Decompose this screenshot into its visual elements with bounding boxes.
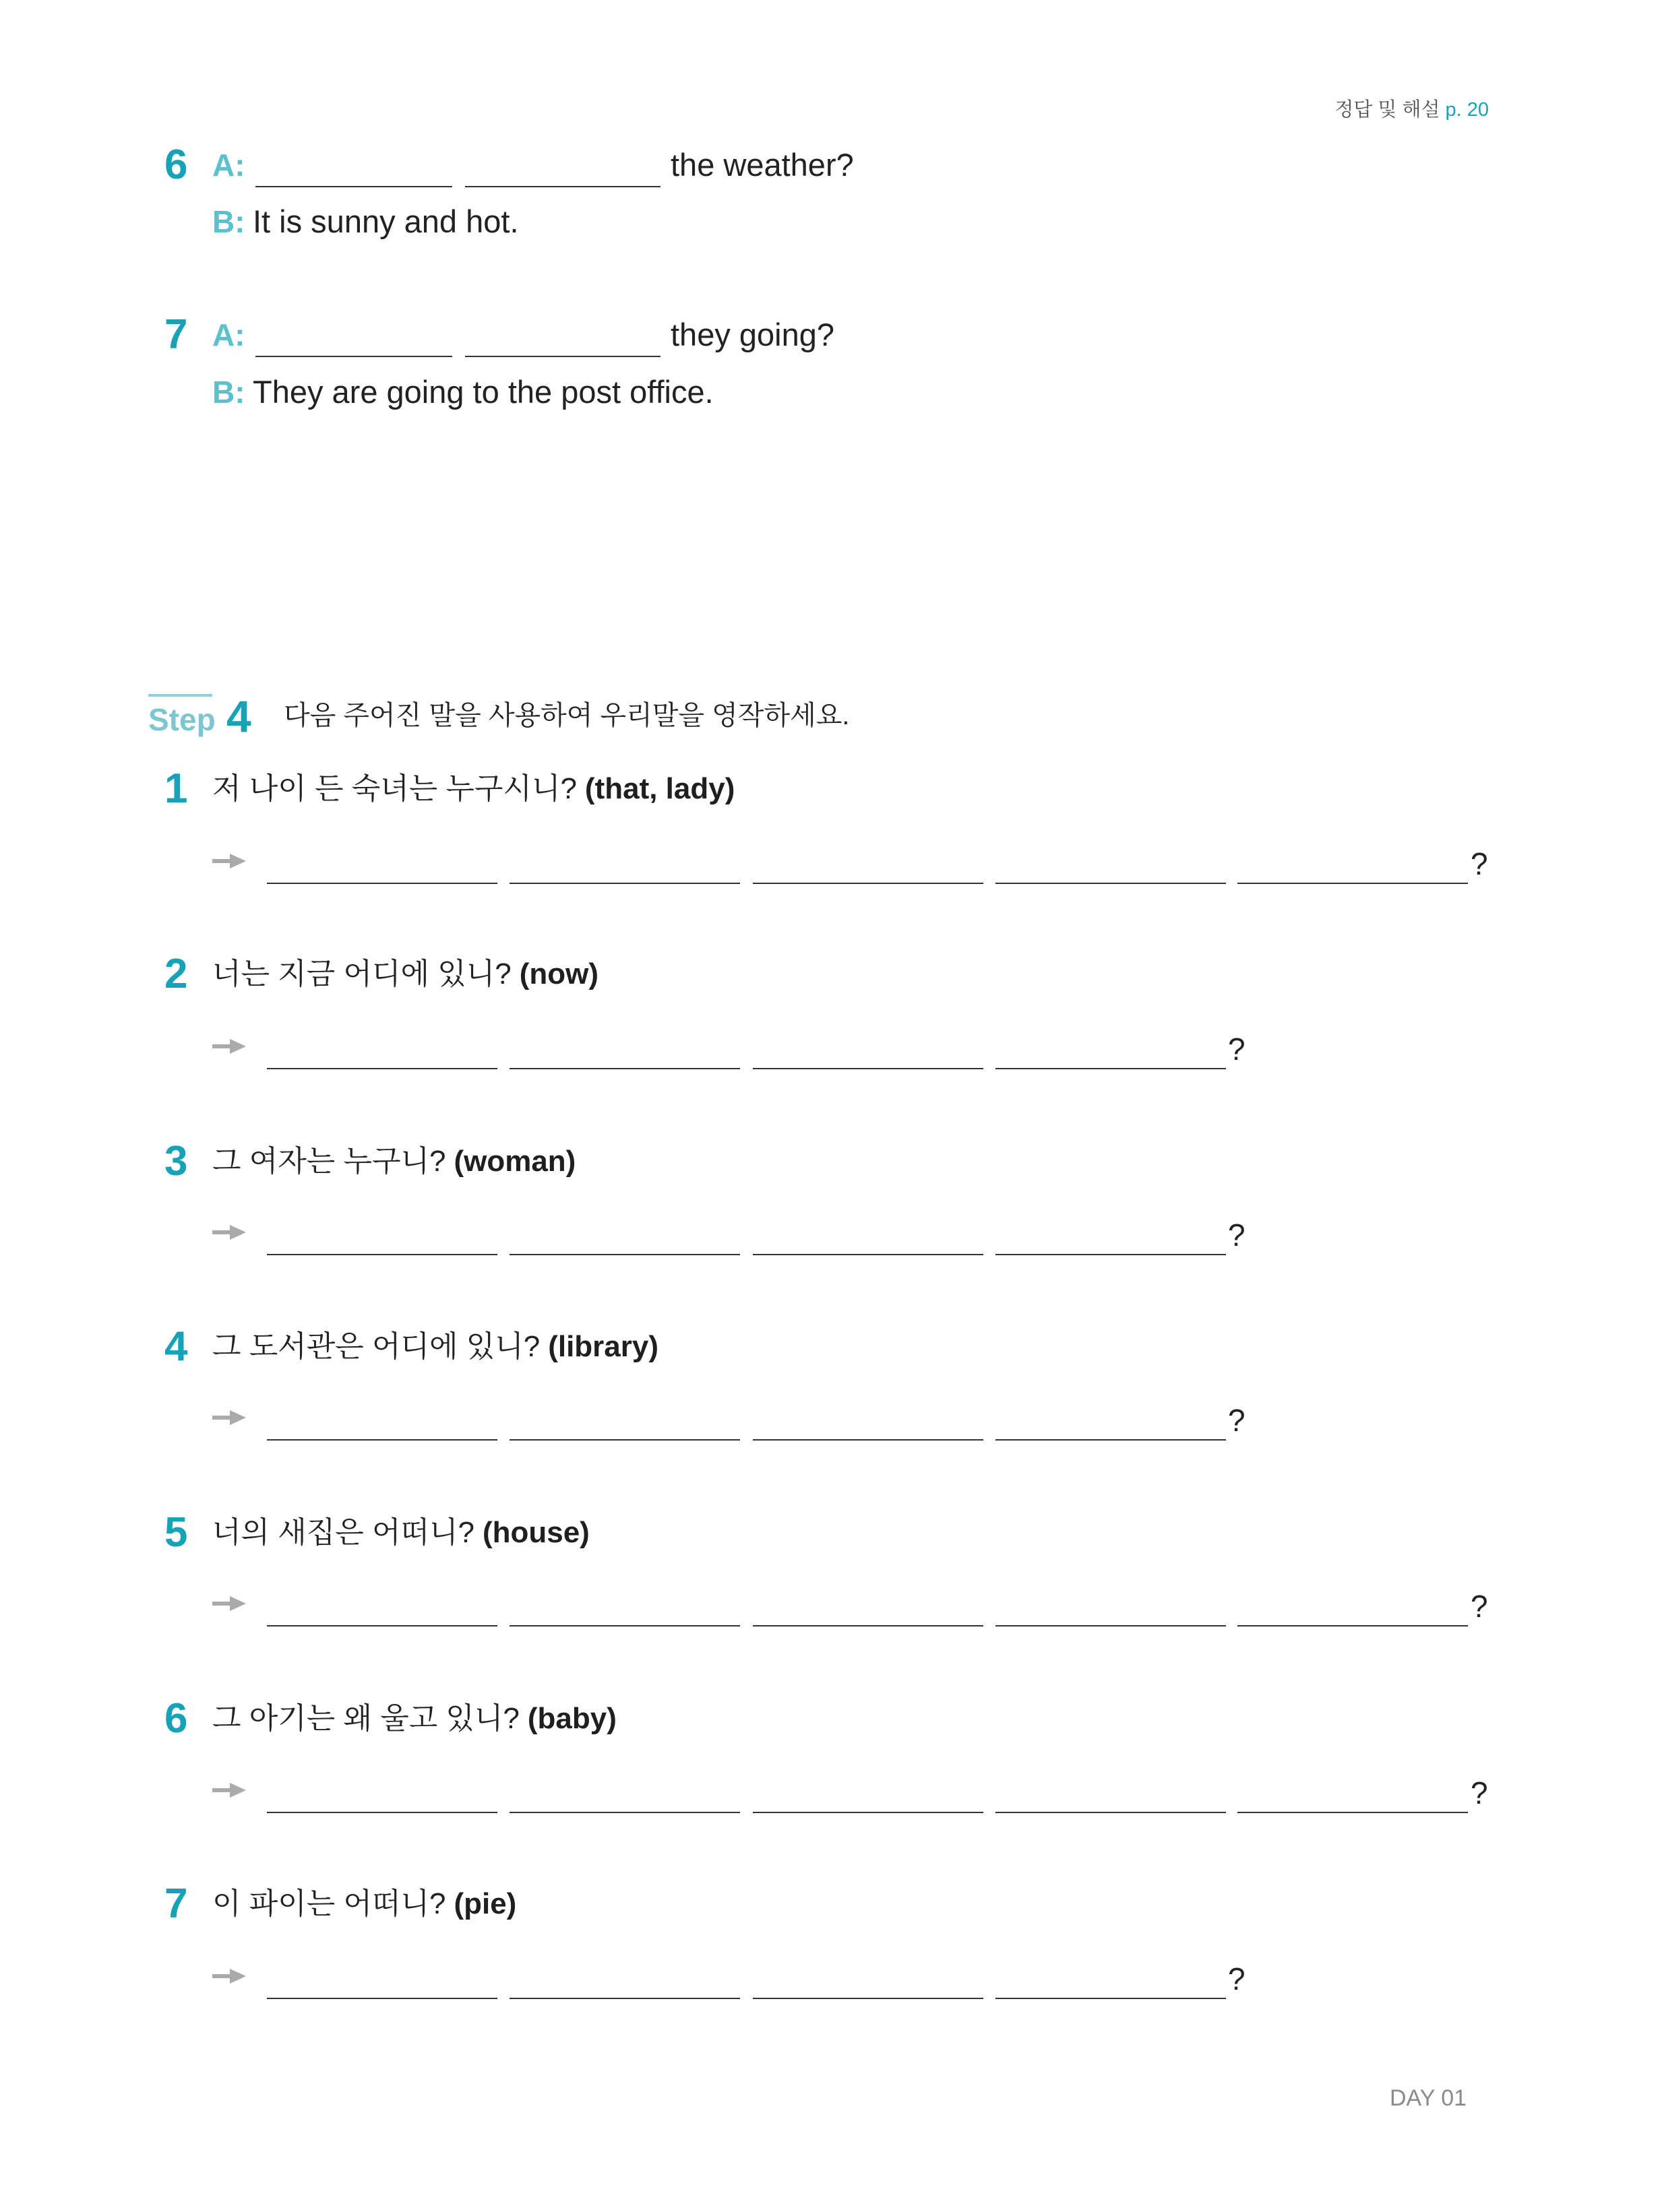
question-item-1	[0, 765, 1662, 813]
answer-blank	[267, 1254, 497, 1255]
answer-blank	[465, 356, 660, 357]
answer-blank	[510, 1812, 740, 1813]
question-prompt	[212, 1881, 516, 1928]
arrow-right-icon	[212, 1595, 246, 1612]
answer-row-4	[0, 1399, 1662, 1442]
answer-blank	[753, 1625, 983, 1626]
question-mark: ?	[1228, 1961, 1245, 1996]
question-mark: ?	[1228, 1032, 1245, 1067]
question-number: 6	[164, 1695, 188, 1742]
arrow-right-icon	[212, 1409, 246, 1426]
dialogue-6-line-b	[0, 198, 1662, 245]
answer-blank	[753, 1439, 983, 1441]
answer-blank	[995, 1068, 1226, 1069]
speaker-a-label: A:	[212, 317, 245, 352]
answer-reference-page: p. 20	[1445, 99, 1489, 121]
korean-prompt: 이 파이는 어떠니?	[212, 1887, 446, 1920]
question-number: 5	[164, 1509, 188, 1556]
answer-blank	[255, 186, 452, 187]
answer-blank	[753, 1998, 983, 1999]
question-number: 2	[164, 951, 188, 997]
answer-blank	[267, 883, 497, 884]
answer-blank	[510, 883, 740, 884]
word-hint: (library)	[548, 1330, 659, 1363]
question-prompt	[212, 765, 735, 813]
step-instruction: 다음 주어진 말을 사용하여 우리말을 영작하세요.	[284, 701, 850, 730]
answer-blank	[995, 883, 1226, 884]
korean-prompt: 저 나이 든 숙녀는 누구시니?	[212, 772, 577, 805]
word-hint: (pie)	[454, 1887, 517, 1920]
step-rule-line	[148, 694, 212, 697]
answer-row-5	[0, 1585, 1662, 1628]
question-number: 3	[164, 1138, 188, 1184]
question-prompt	[212, 1509, 590, 1556]
arrow-right-icon	[212, 1781, 246, 1799]
arrow-right-icon	[212, 1038, 246, 1055]
answer-blank	[267, 1068, 497, 1069]
answer-reference	[1334, 97, 1489, 123]
question-prompt	[212, 1695, 617, 1742]
answer-blank	[255, 356, 452, 357]
answer-row-3	[0, 1213, 1662, 1257]
answer-blank	[510, 1254, 740, 1255]
answer-blank	[1237, 1812, 1468, 1813]
question-item-7	[0, 1881, 1662, 1928]
answer-blank	[465, 186, 660, 187]
answer-blank	[995, 1625, 1226, 1626]
speaker-b-label: B:	[212, 204, 245, 239]
word-hint: (now)	[519, 957, 598, 990]
answer-blank	[267, 1439, 497, 1441]
question-number: 1	[164, 765, 188, 812]
answer-blank	[510, 1439, 740, 1441]
answer-row-7	[0, 1957, 1662, 2000]
answer-row-6	[0, 1771, 1662, 1814]
question-number: 4	[164, 1323, 188, 1370]
korean-prompt: 그 아기는 왜 울고 있니?	[212, 1702, 520, 1735]
answer-row-2	[0, 1028, 1662, 1071]
question-item-2	[0, 951, 1662, 998]
dialogue-number: 7	[164, 311, 188, 358]
question-prompt	[212, 951, 598, 998]
answer-blank	[1237, 1625, 1468, 1626]
answer-blank	[267, 1625, 497, 1626]
korean-prompt: 너는 지금 어디에 있니?	[212, 957, 512, 990]
answer-blank	[267, 1998, 497, 1999]
answer-row-1	[0, 842, 1662, 885]
question-mark: ?	[1228, 1218, 1245, 1253]
answer-blank	[510, 1625, 740, 1626]
dialogue-6-line-a	[0, 141, 1662, 189]
question-number: 7	[164, 1881, 188, 1927]
question-mark: ?	[1228, 1403, 1245, 1438]
step-label: Step	[148, 702, 216, 737]
word-hint: (house)	[482, 1516, 590, 1549]
korean-prompt: 그 여자는 누구니?	[212, 1145, 446, 1178]
answer-blank	[995, 1998, 1226, 1999]
day-label: DAY 01	[1390, 2085, 1467, 2111]
answer-blank	[510, 1068, 740, 1069]
word-hint: (that, lady)	[584, 772, 735, 805]
speaker-b-label: B:	[212, 375, 245, 410]
speaker-a-label: A:	[212, 148, 245, 183]
dialogue-number: 6	[164, 141, 188, 188]
answer-reference-label: 정답 및 해설	[1334, 99, 1440, 121]
arrow-right-icon	[212, 1224, 246, 1241]
dialogue-a-text: the weather?	[671, 147, 854, 183]
answer-blank	[1237, 883, 1468, 884]
answer-blank	[753, 883, 983, 884]
korean-prompt: 그 도서관은 어디에 있니?	[212, 1330, 541, 1363]
question-item-5	[0, 1509, 1662, 1556]
answer-blank	[510, 1998, 740, 1999]
word-hint: (baby)	[527, 1702, 617, 1735]
dialogue-7-line-a	[0, 311, 1662, 358]
question-prompt	[212, 1323, 658, 1370]
question-mark: ?	[1471, 1775, 1488, 1810]
dialogue-a-text: they going?	[671, 317, 835, 352]
answer-blank	[267, 1812, 497, 1813]
step-number: 4	[226, 691, 251, 741]
answer-blank	[753, 1068, 983, 1069]
answer-blank	[995, 1254, 1226, 1255]
arrow-right-icon	[212, 852, 246, 870]
word-hint: (woman)	[454, 1145, 576, 1178]
answer-blank	[995, 1812, 1226, 1813]
question-item-6	[0, 1695, 1662, 1742]
dialogue-7-line-b	[0, 369, 1662, 416]
dialogue-b-text: They are going to the post office.	[253, 374, 714, 410]
question-prompt	[212, 1138, 576, 1185]
korean-prompt: 너의 새집은 어떠니?	[212, 1516, 474, 1549]
question-item-4	[0, 1323, 1662, 1370]
answer-blank	[995, 1439, 1226, 1441]
dialogue-b-text: It is sunny and hot.	[253, 203, 519, 239]
answer-blank	[753, 1254, 983, 1255]
answer-blank	[753, 1812, 983, 1813]
question-mark: ?	[1471, 1589, 1488, 1624]
question-item-3	[0, 1138, 1662, 1185]
arrow-right-icon	[212, 1967, 246, 1985]
question-mark: ?	[1471, 846, 1488, 881]
